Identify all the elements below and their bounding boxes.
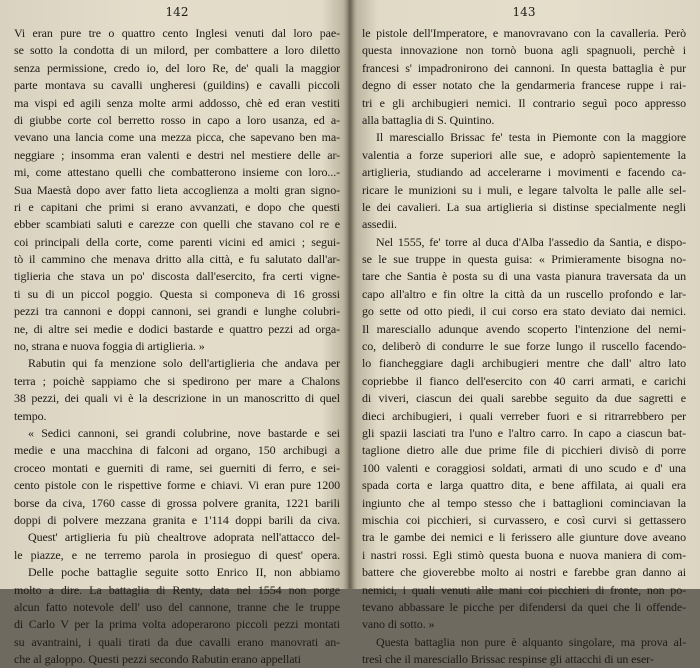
text-line: tresì che il maresciallo Brissac respinse gli attacchi di un eser- xyxy=(362,652,654,667)
text-line: pezzi tra cannoni e doppi cannoni, sei grandi e lunghe colubri- xyxy=(14,304,340,319)
text-line: francesi s' impadronirono dei cannoni. In questa battaglia è pur xyxy=(362,60,686,75)
text-line: copriebbe il fianco dell'esercito con 40 carri armati, e carichi xyxy=(362,373,686,388)
text-line: lo fiancheggiare dagli archibugieri mentre che dall' altro lato xyxy=(362,356,686,371)
text-line: le piazze, e ne terremo parola in prosieguo di quest' opera. xyxy=(14,547,340,562)
text-line: tri e gli archibugieri nemici. Il contrario seguì poco appresso xyxy=(362,95,686,110)
text-line: vano di sotto. » xyxy=(362,617,435,632)
text-line: le dei cavalieri. La sua artiglieria si distinse specialmente negli xyxy=(362,199,686,214)
text-line: Quest' artiglieria fu più chealtrove adoprata nell'attacco del- xyxy=(28,530,340,545)
text-line: coi principali della corte, come parenti vicini ed amici ; segui- xyxy=(14,234,340,249)
text-line: no, strana e nuova foggia di artiglieria. » xyxy=(14,339,205,354)
text-line: terra ; poichè sappiamo che si spedirono per mare a Chalons xyxy=(14,373,340,388)
right-page-text xyxy=(362,25,686,668)
text-line: ebber scambiati saluti e carezze con quelli che stavano col re e xyxy=(14,217,340,232)
text-line: ingiunto che al tempo stesso che i battaglioni cominciavan la xyxy=(362,495,686,510)
text-line: Vi eran pure tre o quattro cento Inglesi venuti dal loro pae- xyxy=(14,26,340,40)
text-line: senza permissione, credo io, del loro Re, de' quali la maggior xyxy=(14,60,340,75)
text-line: tempo. xyxy=(14,408,47,423)
text-line: di viveri, ciascun dei quali sarebbe seguito da due sagretti e xyxy=(362,391,686,406)
text-line: go sette od otto piedi, il cui corso era stato deviato dai nemici. xyxy=(362,304,686,319)
left-page xyxy=(8,0,346,667)
text-line: se sotto la condotta di un milord, per combattere a loro diletto xyxy=(14,43,340,58)
text-line: che al galoppo. Questi pezzi secondo Rabutin erano appellati xyxy=(14,652,301,667)
text-line: mischia coi picchieri, si curvassero, e così curvi si gettassero xyxy=(362,512,686,527)
text-line: le pistole dell'Imperatore, e manovravano con la cavalleria. Però xyxy=(362,26,686,40)
text-line: cento pistole con le rispettive forme e chiavi. Vi eran pure 1200 xyxy=(14,478,340,493)
text-line: gli spazii lasciati tra l'uno e l'altro carro. In capo a ciascun bat- xyxy=(362,425,686,440)
text-line: Il maresciallo adunque avendo scoperto l'intenzione del nemi- xyxy=(362,321,686,336)
text-line: Delle poche battaglie seguite sotto Enrico II, non abbiamo xyxy=(28,565,340,580)
text-line: molto a dire. La battaglia di Renty, data nel 1554 non porge xyxy=(14,582,340,597)
text-line: su avantraini, i quali tirati da due cavalli erano manovrati an- xyxy=(14,634,340,649)
text-line: alla battaglia di S. Quintino. xyxy=(362,112,495,127)
text-line: tare che Santia è posta su di una vasta pianura traversata da un xyxy=(362,269,686,284)
text-line: neggiare ; insomma eran valenti e destri nel mestiere delle ar- xyxy=(14,147,340,162)
right-page xyxy=(356,0,692,667)
text-line: doppi di polvere mezzana granita e 1'114 doppi barili da civa. xyxy=(14,512,340,527)
text-line: alcun fatto notevole dell' uso del cannone, tranne che le truppe xyxy=(14,599,340,614)
text-line: se le sue truppe in questa guisa: « Primieramente bisogna no- xyxy=(362,252,686,267)
text-line: ma vispi ed agili senza molte armi addosso, chè ed eran vestiti xyxy=(14,95,340,110)
text-line: di giubbe corte col berretto rosso in capo a loro usanza, ed a- xyxy=(14,112,340,127)
text-line: Sua Maestà dopo aver fatto lieta accoglienza a molti gran signo- xyxy=(14,182,340,197)
text-line: tiglieria che stava un po' discosta dall'esercito, fra certi vigne- xyxy=(14,269,340,284)
text-line: assedii. xyxy=(362,217,397,232)
text-line: ne, di altre sei medie e dodici bastarde e quattro pezzi ad orga- xyxy=(14,321,340,336)
page-number-right: 143 xyxy=(512,5,536,19)
text-line: ricare le munizioni su i muli, e legare talvolta le palle alle sel- xyxy=(362,182,686,197)
text-line: i nastri rossi. Egli stimò questa buona e nuova maniera di com- xyxy=(362,547,686,562)
text-line: capo all'altro e fin oltre la città da un ruscello profondo e lar- xyxy=(362,286,686,301)
text-line: questa innovazione non tornò buona agli spagnuoli, perchè i xyxy=(362,43,686,58)
text-line: tò il cammino che menava dritto alla città, e fu salutato dall'ar- xyxy=(14,252,340,267)
text-line: nemici, i quali venuti alle mani coi picchieri di fronte, non po- xyxy=(362,582,686,597)
text-line: tra le gambe dei nemici e li ferissero alle giunture dove aveano xyxy=(362,530,686,545)
text-line: co, deliberò di condurre le sue forze lungo il ruscello facendo- xyxy=(362,339,686,354)
text-line: ti su di un piccol poggio. Questa si componeva di 16 grossi xyxy=(14,286,340,301)
text-line: di Carlo V per la prima volta adoperarono piccoli pezzi montati xyxy=(14,617,340,632)
text-line: dieci archibugieri, i quali verreber fuori e si ritrarrebbero per xyxy=(362,408,686,423)
page-number-left: 142 xyxy=(165,5,189,19)
text-line: borse da civa, 1760 casse di grossa polvere granita, 1221 barili xyxy=(14,495,340,510)
text-line: battere che gioverebbe molto ai nostri e farebbe gran danno ai xyxy=(362,565,686,580)
text-line: tevano abbassare le picche per difendersi da quei che li offende- xyxy=(362,599,686,614)
text-line: 38 pezzi, dei quali vi è la descrizione in un manoscritto di quel xyxy=(14,391,340,406)
text-line: valentia a forze superiori alle sue, e adoprò sapientemente la xyxy=(362,147,686,162)
text-line: Nel 1555, fe' torre al duca d'Alba l'assedio da Santia, e dispo- xyxy=(376,234,686,249)
text-line: medie e una macchina di falconi ad organo, 150 archibugi a xyxy=(14,443,340,458)
left-page-text xyxy=(14,25,340,668)
text-line: Questa battaglia non pure è alquanto singolare, ma prova al- xyxy=(376,634,686,649)
text-line: degno di esser notato che la gendarmeria francese ruppe i rai- xyxy=(362,78,686,93)
text-line: Rabutin qui fa menzione solo dell'artiglieria che andava per xyxy=(28,356,340,371)
text-line: parte montava su cavalli ungheresi (guildins) e cavalli piccoli xyxy=(14,78,340,93)
text-line: artiglieria, studiando ad accelerarne i movimenti e facendo ca- xyxy=(362,165,686,180)
text-line: Il maresciallo Brissac fe' testa in Piemonte con la maggiore xyxy=(376,130,686,145)
text-line: « Sedici cannoni, sei grandi colubrine, nove bastarde e sei xyxy=(28,425,340,440)
text-line: mi, come attestano quelli che combatterono insieme con loro...- xyxy=(14,165,340,180)
text-line: 100 valenti e coraggiosi soldati, armati di uno scudo e d' una xyxy=(362,460,686,475)
text-line: vevano una lancia come una mezza picca, che sapevano ben ma- xyxy=(14,130,340,145)
text-line: spada corta e larga quattro dita, e bene affilata, ai quali era xyxy=(362,478,686,493)
text-line: ri e capitani che primi si erano avvanzati, e dopo che questi xyxy=(14,199,340,214)
text-line: taglione dietro alle due prime file di picchieri divisò di porre xyxy=(362,443,686,458)
text-line: croceo montati e guerniti di rame, sei guerniti di ferro, e sei- xyxy=(14,460,340,475)
